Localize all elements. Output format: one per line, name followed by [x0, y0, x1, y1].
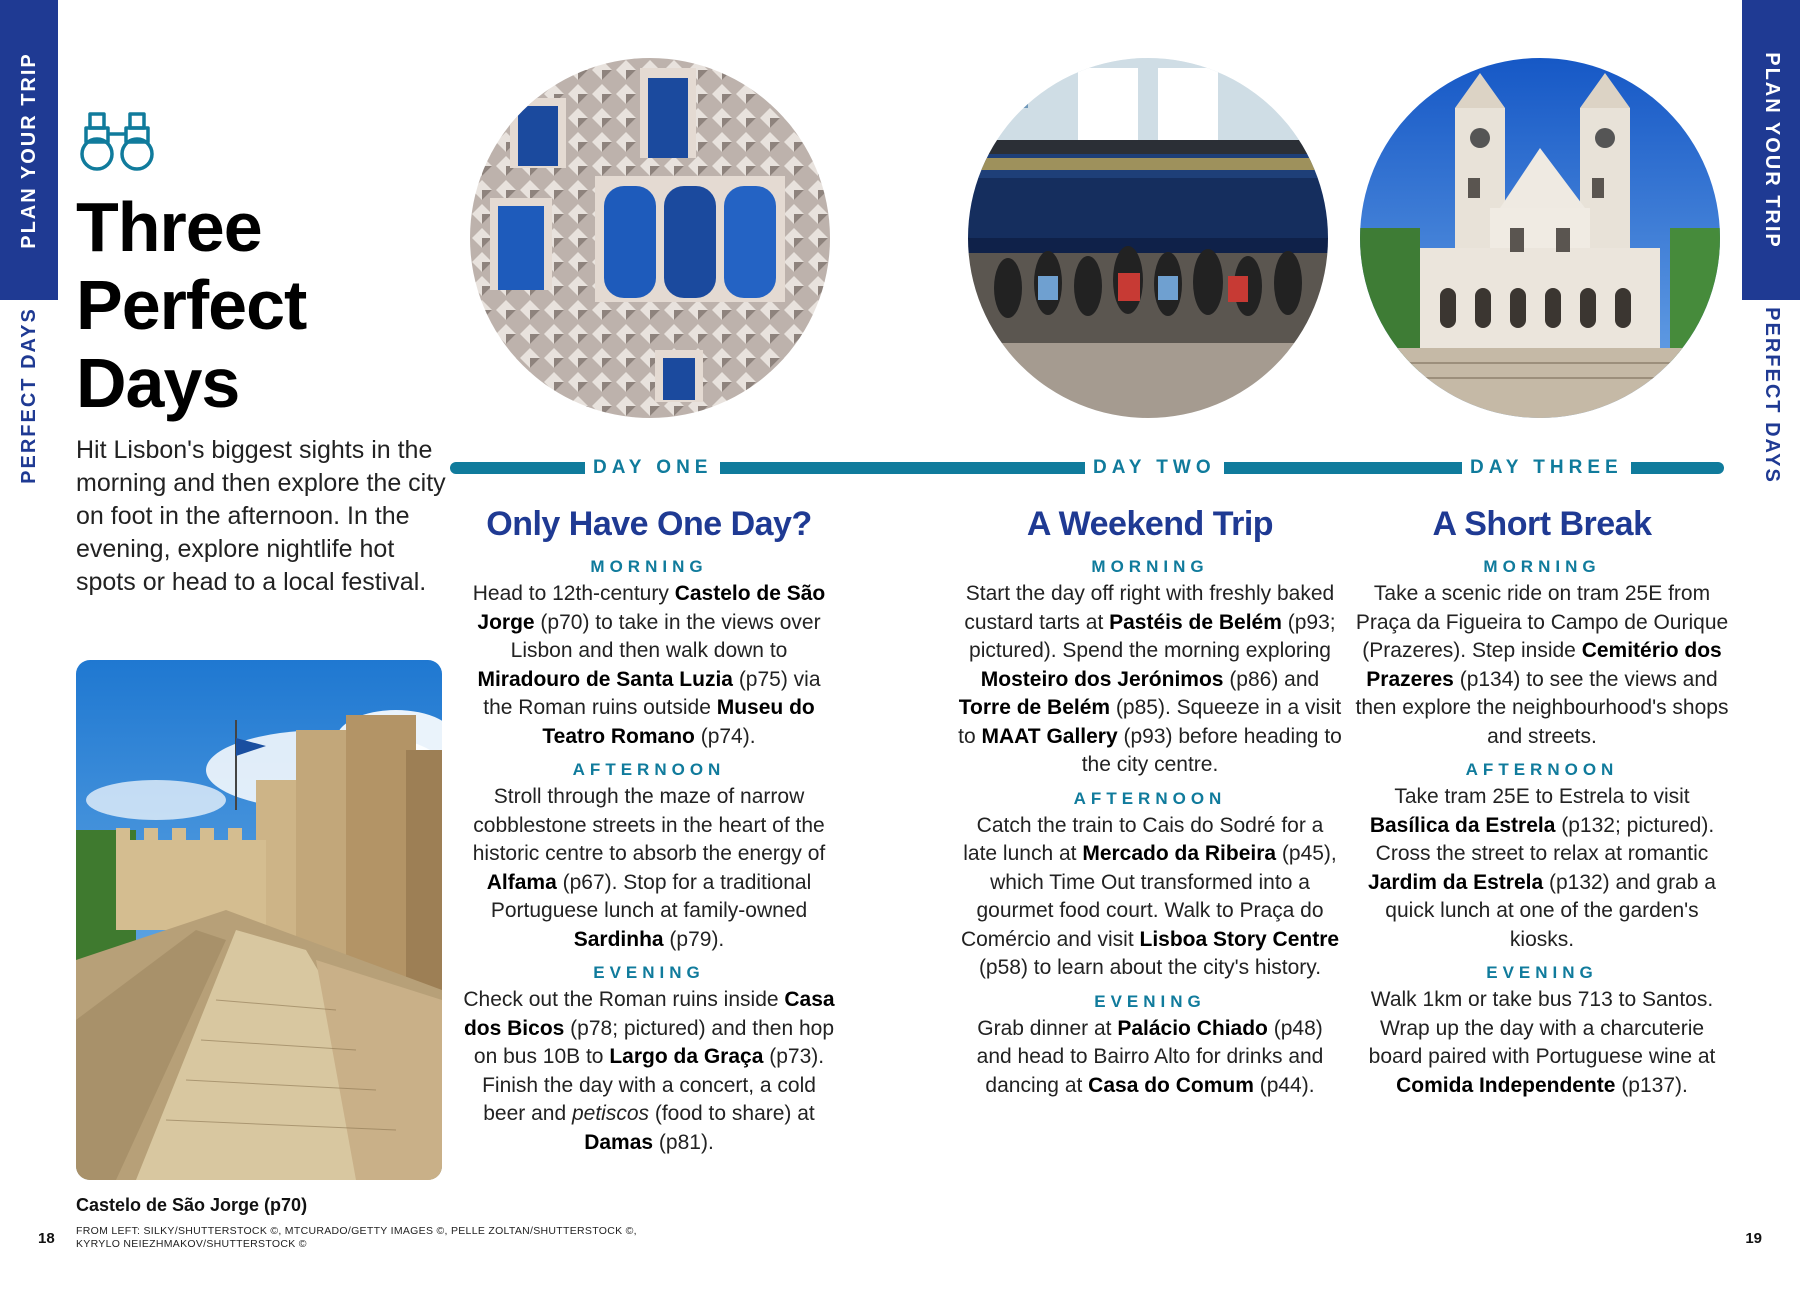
- side-tab-perfect-days-left[interactable]: [0, 300, 58, 490]
- day-one-label: DAY ONE: [585, 454, 720, 482]
- section-label: AFTERNOON: [572, 760, 726, 779]
- section-text: Grab dinner at Palácio Chiado (p48) and head to Bairro Alto for drinks and dancing at Casa do Comum (p44).: [976, 1016, 1324, 1097]
- side-tab-label: PLAN YOUR TRIP: [17, 51, 40, 249]
- section-label: MORNING: [590, 557, 708, 576]
- section-label: EVENING: [1486, 963, 1598, 982]
- section-text: Catch the train to Cais do Sodré for a late lunch at Mercado da Ribeira (p45), which Time Out transformed into a gourmet food court. Walk to Praça do Comércio and visit Lisboa Story Centre (p58) to learn about the city's history.: [960, 813, 1340, 979]
- section-text: Check out the Roman ruins inside Casa dos Bicos (p78; pictured) and then hop on bus 10B to Largo da Graça (p73). Finish the day with a concert, a cold beer and petiscos (food to share) at Damas (p81).: [463, 988, 835, 1154]
- section-label: MORNING: [1483, 557, 1601, 576]
- section-label: AFTERNOON: [1465, 760, 1619, 779]
- section-label: MORNING: [1091, 557, 1209, 576]
- section-label: AFTERNOON: [1073, 788, 1227, 808]
- side-tab-label: PERFECT DAYS: [17, 306, 40, 484]
- day-two-column: [958, 500, 1342, 1100]
- page-number-right: 19: [1745, 1230, 1762, 1247]
- side-tab-label: PLAN YOUR TRIP: [1760, 51, 1783, 249]
- section-text: Walk 1km or take bus 713 to Santos. Wrap up the day with a charcuterie board paired with Portuguese wine at Comida Independente (p137).: [1368, 988, 1716, 1097]
- page-title: [76, 188, 396, 422]
- day-two-label: DAY TWO: [1085, 454, 1224, 482]
- photo-credits: [76, 1225, 696, 1251]
- basilica-da-estrela-photo: [1360, 58, 1720, 418]
- day-three-label: DAY THREE: [1462, 454, 1631, 482]
- day-title: A Weekend Trip: [1026, 505, 1274, 543]
- title-line: Three: [76, 188, 262, 266]
- section-text: Head to 12th-century Castelo de São Jorge (p70) to take in the views over Lisbon and then walk down to Miradouro de Santa Luzia (p75) via the Roman ruins outside Museu do Teatro Romano (p74).: [472, 582, 826, 748]
- day-title: A Short Break: [1432, 505, 1652, 543]
- credits-line: KYRYLO NEIEZHMAKOV/SHUTTERSTOCK ©: [76, 1238, 307, 1250]
- intro-text: Hit Lisbon's biggest sights in the morning and then explore the city on foot in the afternoon. In the evening, explore nightlife hot spots or head to a local festival.: [76, 436, 446, 596]
- castle-photo: [76, 660, 442, 1180]
- side-tab-label: PERFECT DAYS: [1760, 306, 1783, 484]
- binoculars-icon: [76, 110, 158, 172]
- page-number-left: 18: [38, 1230, 55, 1247]
- credits-line: FROM LEFT: SILKY/SHUTTERSTOCK ©, MTCURADO/GETTY IMAGES ©, PELLE ZOLTAN/SHUTTERSTOCK ©,: [76, 1225, 637, 1237]
- section-label: EVENING: [593, 963, 705, 982]
- section-text: Take tram 25E to Estrela to visit Basílica da Estrela (p132; pictured). Cross the street to relax at romantic Jardim da Estrela (p132) and grab a quick lunch at one of the garden's kiosks.: [1368, 785, 1716, 951]
- title-line: Perfect: [76, 266, 307, 344]
- side-tab-perfect-days-right[interactable]: [1742, 300, 1800, 490]
- section-text: Start the day off right with freshly baked custard tarts at Pastéis de Belém (p93; pictured). Spend the morning exploring Mosteiro dos Jerónimos (p86) and Torre de Belém (p85). Squeeze in a visit to MAAT Gallery (p93) before heading to the city centre.: [958, 582, 1342, 776]
- day-three-column: [1355, 500, 1729, 1100]
- side-tab-plan-your-trip-left[interactable]: [0, 0, 58, 300]
- photo-caption: Castelo de São Jorge (p70): [76, 1195, 308, 1215]
- title-line: Days: [76, 344, 240, 422]
- side-tab-plan-your-trip-right[interactable]: [1742, 0, 1800, 300]
- pasteis-de-belem-photo: [968, 58, 1328, 418]
- section-label: EVENING: [1094, 991, 1206, 1011]
- section-text: Stroll through the maze of narrow cobblestone streets in the heart of the historic centre to absorb the energy of Alfama (p67). Stop for a traditional Portuguese lunch at family-owned Sardinha (p79).: [472, 785, 826, 951]
- day-title: Only Have One Day?: [486, 505, 812, 543]
- casa-dos-bicos-photo: [470, 58, 830, 418]
- section-text: Take a scenic ride on tram 25E from Praça da Figueira to Campo de Ourique (Prazeres). Step inside Cemitério dos Prazeres (p134) to see the views and then explore the neighbourhood's shops and streets.: [1355, 582, 1729, 748]
- day-one-column: [462, 500, 836, 1157]
